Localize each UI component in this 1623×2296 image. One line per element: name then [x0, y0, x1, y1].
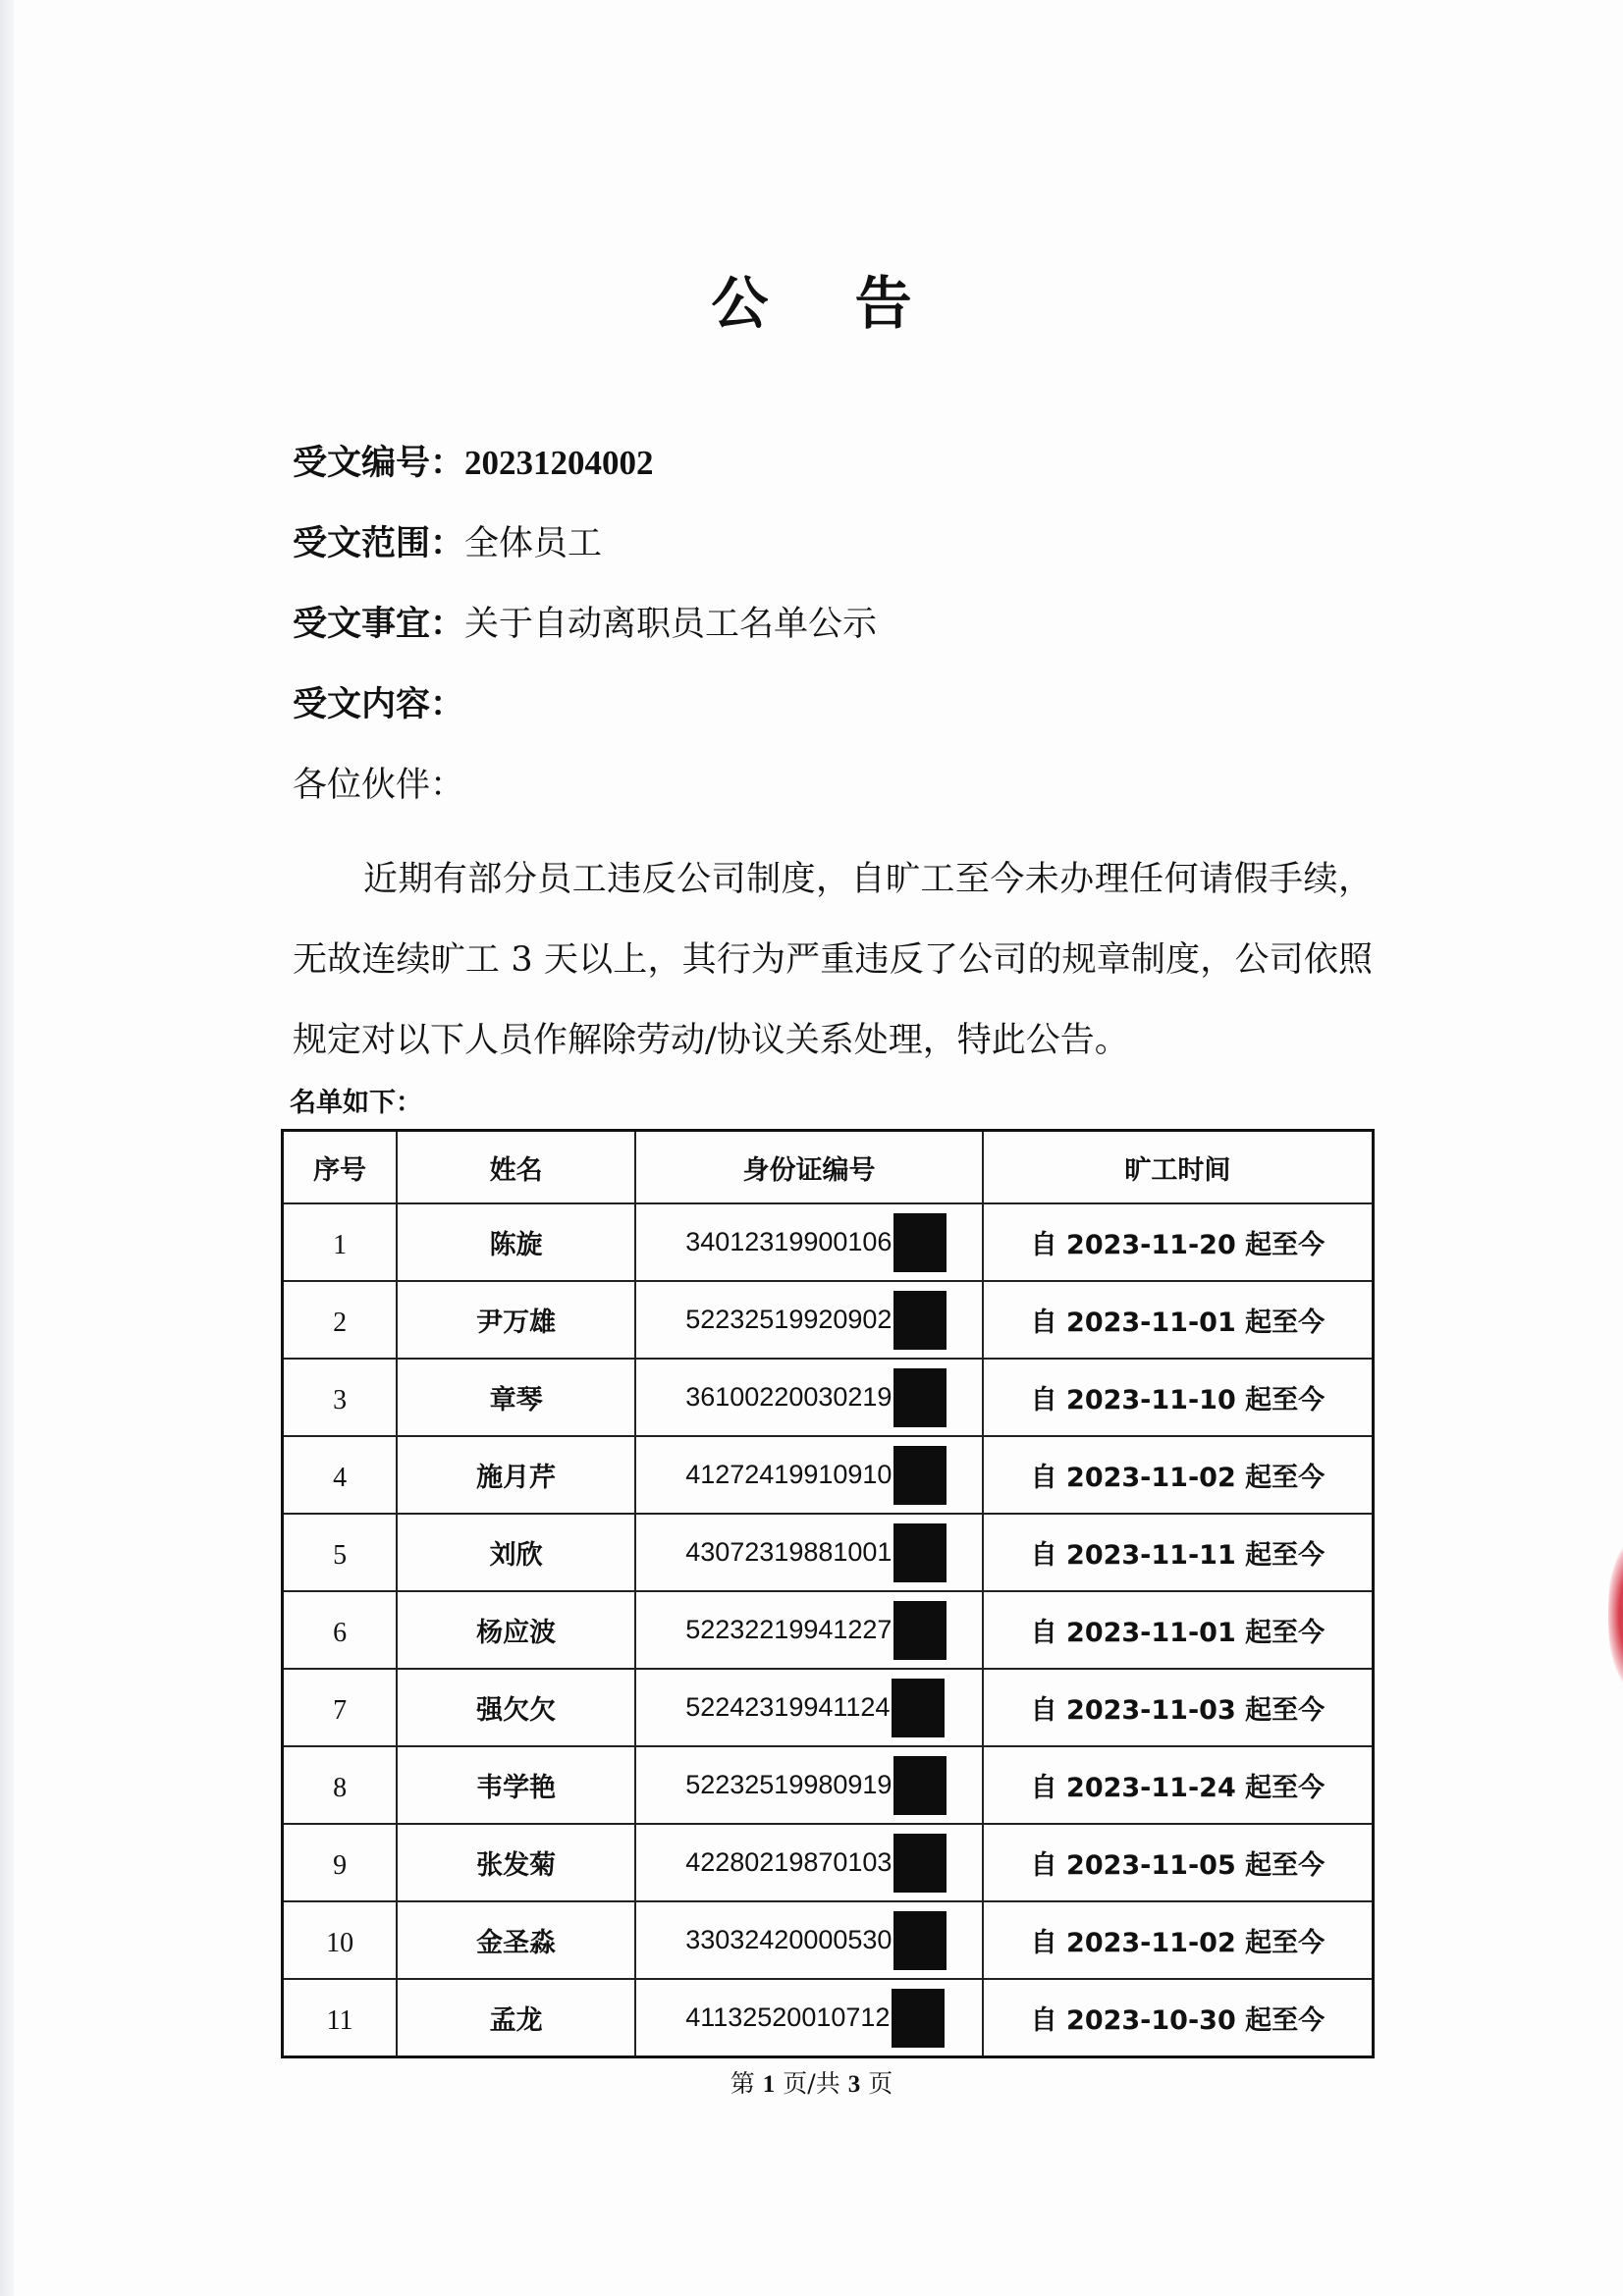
table-row — [283, 1669, 1374, 1746]
header-name: 姓名 — [397, 1131, 635, 1204]
absence-period: 自 2023-11-01 起至今 — [983, 1281, 1374, 1359]
id-number-cell — [635, 1669, 983, 1746]
table-body — [283, 1203, 1374, 2057]
redaction-block — [893, 1756, 947, 1815]
employee-name: 尹万雄 — [397, 1281, 635, 1359]
absence-period: 自 2023-11-05 起至今 — [983, 1824, 1374, 1901]
redaction-block — [893, 1523, 947, 1582]
footer-current-page: 1 — [762, 2071, 776, 2098]
absence-period: 自 2023-11-02 起至今 — [983, 1436, 1374, 1514]
id-number: 36100220030219 — [685, 1382, 893, 1412]
redaction-block — [892, 1989, 945, 2048]
row-number: 8 — [283, 1746, 398, 1824]
footer-middle: 页/共 — [783, 2069, 840, 2098]
absence-period: 自 2023-11-02 起至今 — [983, 1901, 1374, 1979]
content-label: 受文内容： — [293, 685, 465, 724]
scope-field — [293, 522, 602, 565]
doc-number-value: 20231204002 — [464, 444, 654, 482]
matter-value: 关于自动离职员工名单公示 — [464, 605, 878, 644]
id-number-cell — [635, 1979, 983, 2057]
header-absence: 旷工时间 — [983, 1131, 1374, 1204]
row-number: 2 — [283, 1281, 398, 1359]
page-footer — [0, 2064, 1623, 2100]
id-number: 41272419910910 — [685, 1460, 893, 1489]
table-row — [283, 1746, 1374, 1824]
header-no: 序号 — [283, 1131, 398, 1204]
table-row — [283, 1901, 1374, 1979]
absence-period: 自 2023-11-01 起至今 — [983, 1591, 1374, 1669]
table-header-row — [283, 1131, 1374, 1204]
redaction-block — [893, 1368, 947, 1427]
doc-number-field — [293, 442, 654, 485]
row-number: 3 — [283, 1359, 398, 1436]
id-number-cell — [635, 1281, 983, 1359]
id-number-cell — [635, 1514, 983, 1591]
id-number-cell — [635, 1824, 983, 1901]
table-row — [283, 1824, 1374, 1901]
table-row — [283, 1359, 1374, 1436]
employee-name: 张发菊 — [397, 1824, 635, 1901]
row-number: 1 — [283, 1203, 398, 1281]
row-number: 7 — [283, 1669, 398, 1746]
content-field — [293, 683, 464, 726]
id-number-cell — [635, 1436, 983, 1514]
id-number: 33032420000530 — [685, 1925, 893, 1954]
matter-field — [293, 603, 877, 646]
notice-body: 近期有部分员工违反公司制度，自旷工至今未办理任何请假手续，无故连续旷工 3 天以上，其行为严重违反了公司的规章制度，公司依照规定对以下人员作解除劳动/协议关系处理，特此公告。 — [293, 860, 1373, 1060]
row-number: 10 — [283, 1901, 398, 1979]
id-number: 41132520010712 — [685, 2002, 891, 2032]
redaction-block — [892, 1679, 945, 1737]
row-number: 5 — [283, 1514, 398, 1591]
redaction-block — [893, 1911, 947, 1970]
id-number: 34012319900106 — [685, 1227, 893, 1256]
scope-label: 受文范围： — [293, 524, 465, 563]
row-number: 11 — [283, 1979, 398, 2057]
id-number: 52232519920902 — [685, 1305, 893, 1334]
absence-period: 自 2023-11-24 起至今 — [983, 1746, 1374, 1824]
row-number: 9 — [283, 1824, 398, 1901]
header-id: 身份证编号 — [635, 1131, 983, 1204]
dismissal-table — [281, 1129, 1375, 2058]
seal-fragment — [1608, 1541, 1623, 1688]
absence-period: 自 2023-11-11 起至今 — [983, 1514, 1374, 1591]
row-number: 4 — [283, 1436, 398, 1514]
employee-name: 杨应波 — [397, 1591, 635, 1669]
id-number: 52232219941227 — [685, 1615, 893, 1644]
employee-name: 施月芹 — [397, 1436, 635, 1514]
id-number-cell — [635, 1359, 983, 1436]
id-number: 52232519980919 — [685, 1770, 893, 1799]
employee-name: 强欠欠 — [397, 1669, 635, 1746]
scan-left-edge — [0, 0, 14, 2296]
scope-value: 全体员工 — [464, 524, 603, 563]
footer-total-pages: 3 — [847, 2071, 861, 2098]
absence-period: 自 2023-11-03 起至今 — [983, 1669, 1374, 1746]
redaction-block — [893, 1601, 947, 1660]
redaction-block — [893, 1446, 947, 1505]
redaction-block — [893, 1291, 947, 1350]
row-number: 6 — [283, 1591, 398, 1669]
list-title: 名单如下： — [290, 1088, 422, 1118]
id-number: 52242319941124 — [685, 1692, 891, 1722]
id-number-cell — [635, 1746, 983, 1824]
id-number: 42280219870103 — [685, 1847, 893, 1877]
greeting: 各位伙伴： — [293, 766, 465, 805]
table-row — [283, 1203, 1374, 1281]
absence-period: 自 2023-10-30 起至今 — [983, 1979, 1374, 2057]
table-row — [283, 1591, 1374, 1669]
footer-prefix: 第 — [730, 2069, 755, 2098]
id-number-cell — [635, 1901, 983, 1979]
id-number: 43072319881001 — [685, 1537, 893, 1567]
employee-name: 韦学艳 — [397, 1746, 635, 1824]
absence-period: 自 2023-11-20 起至今 — [983, 1203, 1374, 1281]
redaction-block — [893, 1213, 947, 1272]
id-number-cell — [635, 1203, 983, 1281]
table-row — [283, 1436, 1374, 1514]
employee-name: 刘欣 — [397, 1514, 635, 1591]
footer-suffix: 页 — [868, 2069, 893, 2098]
table-row — [283, 1979, 1374, 2057]
absence-period: 自 2023-11-10 起至今 — [983, 1359, 1374, 1436]
matter-label: 受文事宜： — [293, 605, 465, 644]
table-row — [283, 1514, 1374, 1591]
employee-name: 章琴 — [397, 1359, 635, 1436]
employee-name: 金圣淼 — [397, 1901, 635, 1979]
table-row — [283, 1281, 1374, 1359]
page-title: 公 告 — [711, 270, 946, 337]
employee-name: 陈旋 — [397, 1203, 635, 1281]
employee-name: 孟龙 — [397, 1979, 635, 2057]
id-number-cell — [635, 1591, 983, 1669]
doc-number-label: 受文编号： — [293, 444, 465, 483]
redaction-block — [893, 1834, 947, 1893]
